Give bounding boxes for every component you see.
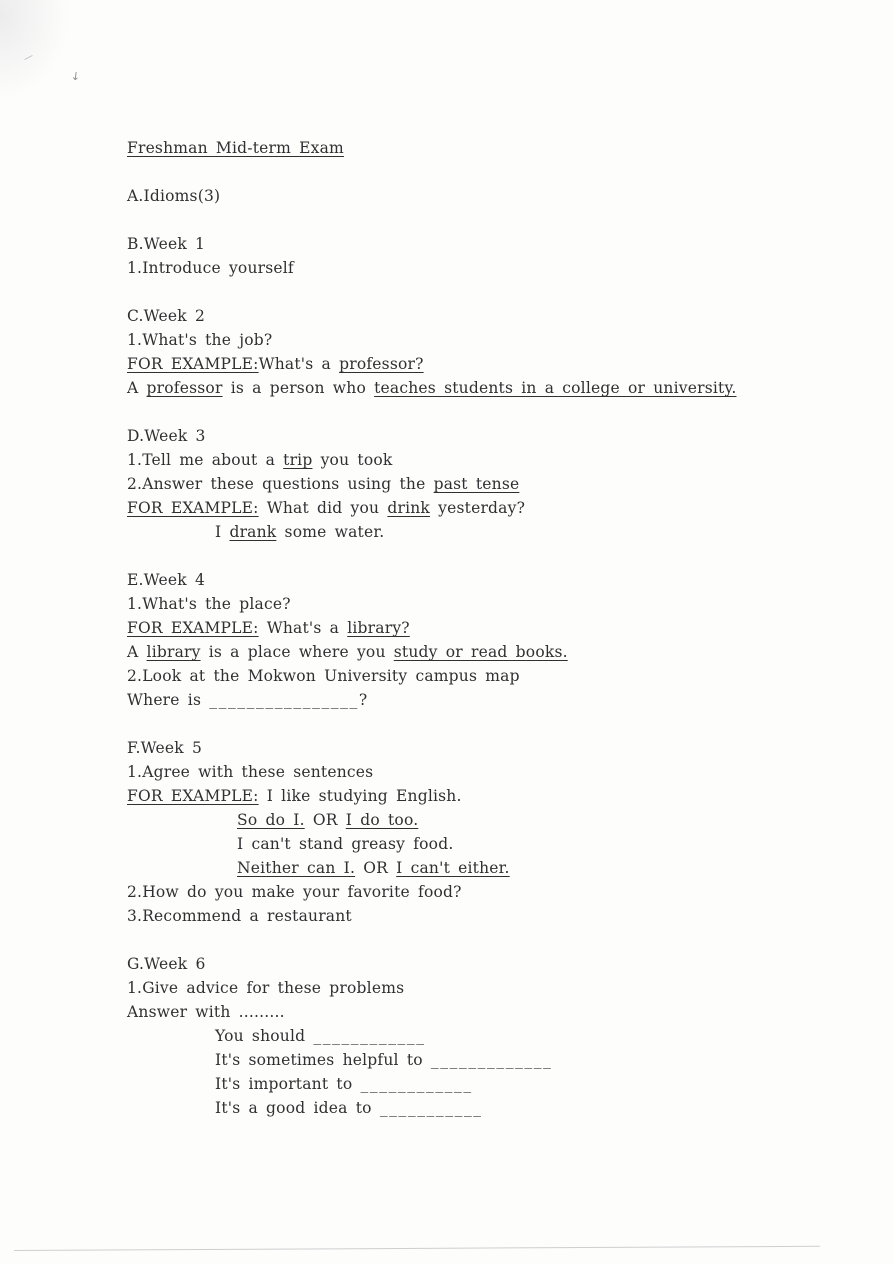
text-line [127,808,827,832]
fill-in-blank: ____________ [313,1027,426,1045]
text-segment: 1.What's the job? [127,331,273,349]
text-line [127,328,827,352]
text-segment: Where is [127,691,210,709]
text-segment: F.Week 5 [127,739,203,757]
text-segment: yesterday? [430,499,526,517]
text-line [127,856,827,880]
text-segment: you took [312,451,393,469]
text-segment: What did you [258,499,388,517]
text-line [127,376,827,400]
text-line [127,184,827,208]
text-line [127,784,827,808]
blank-line [127,208,827,232]
text-line [127,832,827,856]
underlined-text: FOR EXAMPLE: [127,355,259,373]
blank-line [127,280,827,304]
text-line [127,736,827,760]
document-content [127,136,827,1120]
text-line [127,1048,827,1072]
text-segment: G.Week 6 [127,955,206,973]
text-line [127,352,827,376]
text-segment: C.Week 2 [127,307,206,325]
text-line [127,520,827,544]
text-segment: ? [358,691,368,709]
text-line [127,952,827,976]
underlined-text: FOR EXAMPLE: [127,499,259,517]
underlined-text: Neither can I. [237,859,356,877]
text-line [127,760,827,784]
blank-line [127,544,827,568]
scan-artifact [24,55,32,60]
scan-edge-line [14,1246,820,1251]
text-line [127,976,827,1000]
blank-line [127,928,827,952]
text-segment: 3.Recommend a restaurant [127,907,352,925]
text-segment: some water. [276,523,385,541]
text-line [127,1096,827,1120]
text-segment: is a person who [222,379,375,397]
text-line [127,904,827,928]
text-segment: I can't stand greasy food. [237,835,454,853]
underlined-text: professor? [339,355,424,373]
scan-artifact: ↓ [70,69,82,84]
underlined-text: FOR EXAMPLE: [127,787,259,805]
fill-in-blank: ________________ [209,691,359,709]
text-segment: I [215,523,230,541]
text-segment: 2.Answer these questions using the [127,475,434,493]
fill-in-blank: ____________ [360,1075,473,1093]
text-line [127,232,827,256]
text-segment: What's a [258,619,348,637]
text-segment: A [127,643,147,661]
scan-shading [0,0,70,100]
text-segment: 2.Look at the Mokwon University campus map [127,667,520,685]
text-segment: A [127,379,147,397]
text-line [127,424,827,448]
text-line [127,616,827,640]
text-segment: B.Week 1 [127,235,206,253]
underlined-text: professor [146,379,223,397]
underlined-text: I do too. [345,811,419,829]
blank-line [127,712,827,736]
text-segment: I like studying English. [258,787,462,805]
text-line [127,1072,827,1096]
underlined-text: library [146,643,201,661]
text-segment: OR [355,859,397,877]
text-segment: What's a [258,355,340,373]
text-line [127,592,827,616]
underlined-text: past tense [433,475,520,493]
text-line [127,496,827,520]
text-segment: OR [304,811,346,829]
underlined-text: FOR EXAMPLE: [127,619,259,637]
underlined-text: trip [283,451,313,469]
text-segment: 1.Give advice for these problems [127,979,405,997]
text-segment: 1.Tell me about a [127,451,284,469]
fill-in-blank: ___________ [379,1099,483,1117]
blank-line [127,400,827,424]
text-line [127,472,827,496]
text-segment: 1.Introduce yourself [127,259,294,277]
text-segment: 1.Agree with these sentences [127,763,374,781]
page-title: Freshman Mid-term Exam [127,139,344,157]
text-segment: 2.How do you make your favorite food? [127,883,462,901]
text-line [127,664,827,688]
text-segment: You should [215,1027,314,1045]
text-segment: D.Week 3 [127,427,206,445]
text-line [127,1000,827,1024]
text-segment: It's sometimes helpful to [215,1051,431,1069]
underlined-text: drink [387,499,431,517]
text-segment: It's important to [215,1075,361,1093]
text-line [127,640,827,664]
underlined-text: drank [229,523,277,541]
text-segment: E.Week 4 [127,571,206,589]
blank-line [127,160,827,184]
text-line [127,880,827,904]
fill-in-blank: _____________ [430,1051,553,1069]
text-line [127,256,827,280]
text-line [127,1024,827,1048]
underlined-text: teaches students in a college or university. [374,379,737,397]
text-segment: is a place where you [200,643,394,661]
text-segment: 1.What's the place? [127,595,291,613]
text-line [127,688,827,712]
text-segment: A.Idioms(3) [127,187,221,205]
text-line [127,304,827,328]
text-segment: Answer with ......... [127,1003,285,1021]
text-segment: It's a good idea to [215,1099,380,1117]
text-line [127,568,827,592]
underlined-text: I can't either. [396,859,510,877]
underlined-text: study or read books. [393,643,568,661]
underlined-text: library? [347,619,410,637]
underlined-text: So do I. [237,811,305,829]
text-line [127,448,827,472]
document-body [127,160,827,1120]
